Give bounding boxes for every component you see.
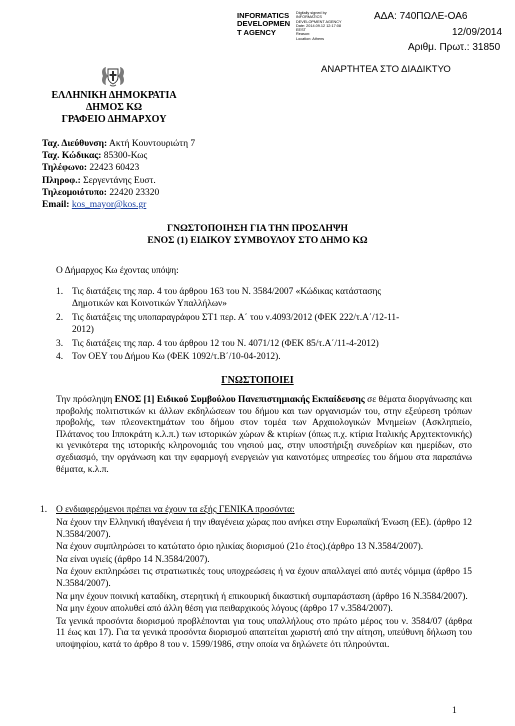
list-item: Να έχουν την Ελληνική ιθαγένεια ή την ιθαγένεια χώρας που ανήκει στην Ευρωπαϊκή Ένωση (ΕΕ). (άρθρο 12 Ν.3584/2007). — [56, 518, 472, 540]
main-paragraph: Την πρόσληψη ΕΝΟΣ [1] Ειδικού Συμβούλου Πανεπιστημιακής Εκπαίδευσης σε θέματα διοργάνωσης και προβολής πολιτιστικών κι άλλων εκδηλώσεων του δήμου και των οργανισμών του, στην εξεύρεση τρόπων προβολής, των πλεονεκτημάτων του δήμου στον τομέα των Αρχαιολογικών Μνημείων (Ασκληπιείο, Πλάτανος του Ιπποκράτη κ.λ.π.) των ιστορικών χώρων & κτιρίων (όπως π.χ. κτίρια Ιταλικής Αρχιτεκτονικής) κι γενικότερα της ιστορικής κληρονομιάς του νησιού μας, στην υποστήριξη συνεδρίων και ημερίδων, στο σχεδιασμό, την οργάνωση και την εφαρμογή ενεργειών για καινοτόμες υπηρεσίες του δήμου στα παραπάνω θέματα, κ.λ.π. — [56, 395, 472, 475]
list-item: 3. Τις διατάξεις της παρ. 4 του άρθρου 12 του Ν. 4071/12 (ΦΕΚ 85/τ.Α΄/11-4-2012) — [56, 339, 379, 350]
announce-heading: ΓΝΩΣΤΟΠΟΙΕΙ — [221, 375, 294, 386]
email-label: Email: — [42, 200, 70, 211]
fax-label: Τηλεομοιότυπο: — [42, 187, 107, 198]
position-title: ΕΝΟΣ [1] Ειδικού Συμβούλου Πανεπιστημιακής Εκπαίδευσης — [114, 395, 365, 405]
email-link[interactable]: kos_mayor@kos.gr — [71, 200, 147, 211]
issuer-office: ΓΡΑΦΕΙΟ ΔΗΜΑΡΧΟΥ — [61, 114, 167, 125]
phone-value: 22423 60423 — [89, 163, 140, 174]
signature-organization: INFORMATICS DEVELOPMEN T AGENCY — [237, 11, 291, 37]
address-label: Ταχ. Διεύθυνση: — [42, 139, 108, 149]
phone-label: Τηλέφωνο: — [42, 163, 87, 174]
issuer-block — [40, 90, 188, 126]
address-value: Ακτή Κουντουριώτη 7 — [109, 139, 196, 149]
postcode-value: 85300-Κως — [103, 151, 148, 162]
requirements-heading: Ο ενδιαφερόμενοι πρέπει να έχουν τα εξής ΓΕΝΙΚΑ προσόντα: — [56, 505, 295, 515]
list-item: 4. Τον ΟΕΥ του Δήμου Κω (ΦΕΚ 1092/τ.Β΄/10-04-2012). — [56, 351, 281, 362]
requirements-list — [56, 518, 472, 652]
coat-of-arms-emblem — [100, 64, 126, 88]
list-item: Να είναι υγιείς (άρθρο 14 Ν.3584/2007). — [56, 554, 210, 565]
list-item: Να έχουν συμπληρώσει το κατώτατο όριο ηλικίας διορισμού (21ο έτος).(άρθρο 13 Ν.3584/2007). — [56, 542, 424, 553]
info-label: Πληροφ.: — [42, 175, 81, 186]
page-number: 1 — [452, 706, 457, 716]
issuer-country: ΕΛΛΗΝΙΚΗ ΔΗΜΟΚΡΑΤΙΑ — [51, 90, 177, 101]
list-item: Να έχουν εκπληρώσει τις στρατιωτικές τους υποχρεώσεις ή να έχουν απαλλαγεί από αυτές νόμιμα (άρθρο 15 Ν.3584/2007). — [56, 567, 472, 589]
list-item: 1. Τις διατάξεις της παρ. 4 του άρθρου 163 του Ν. 3584/2007 «Κώδικας κατάστασης Δημοτικών και Κοινοτικών Υπαλλήλων» — [56, 287, 382, 309]
document-date: 12/09/2014 — [452, 27, 503, 38]
info-value: Σεργεντάνης Ευστ. — [83, 175, 156, 186]
list-item: Τα γενικά προσόντα διορισμού προβλέπονται για τους υπαλλήλους στο πρώτο μέρος του ν. 3584/07 (άρθρα 11 έως και 17). Για τα γενικά προσόντα διορισμού απαιτείται χωριστή από την αίτηση, υπεύθυνη δήλωση του υποψηφίου, κατά το άρθρο 8 του ν. 1599/1986, στην οποία να δηλώνετε ότι πληρούνται. — [56, 616, 472, 650]
considerations-list — [56, 287, 472, 364]
issuer-municipality: ΔΗΜΟΣ ΚΩ — [85, 102, 143, 113]
protocol-number: Αριθμ. Πρωτ.: 31850 — [408, 42, 501, 53]
requirements-number: 1. — [40, 505, 48, 515]
signature-details: Digitally signed by INFORMATICS DEVELOPMENT AGENCY Date: 2014.09.12 12:17:08 EEST Reason: Location: Athens — [296, 11, 342, 41]
posting-note: ΑΝΑΡΤΗΤΕΑ ΣΤΟ ΔΙΑΔΙΚΤΥΟ — [321, 64, 451, 75]
contact-block — [42, 138, 195, 211]
list-item: Να μην έχουν ποινική καταδίκη, στερητική ή επικουρική δικαστική συμπαράσταση (άρθρο 16 Ν.3584/2007). — [56, 591, 468, 602]
postcode-label: Ταχ. Κώδικας: — [42, 151, 102, 162]
fax-value: 22420 23320 — [109, 187, 160, 198]
document-title: ΓΝΩΣΤΟΠΟΙΗΣΗ ΓΙΑ ΤΗΝ ΠΡΟΣΛΗΨΗ ΕΝΟΣ (1) ΕΙΔΙΚΟΥ ΣΥΜΒΟΥΛΟΥ ΣΤΟ ΔΗΜΟ ΚΩ — [147, 223, 368, 246]
list-item: 2. Τις διατάξεις της υποπαραγράφου ΣΤ1 περ. Α΄ του ν.4093/2012 (ΦΕΚ 222/τ.Α΄/12-11- 2012) — [56, 313, 400, 335]
intro-text: Ο Δήμαρχος Κω έχοντας υπόψη: — [56, 266, 179, 276]
list-item: Να μην έχουν απολυθεί από άλλη θέση για πειθαρχικούς λόγους (άρθρο 17 ν.3584/2007). — [56, 604, 393, 615]
ada-code: ΑΔΑ: 740ΠΩΛΕ-ΟΑ6 — [374, 11, 468, 22]
